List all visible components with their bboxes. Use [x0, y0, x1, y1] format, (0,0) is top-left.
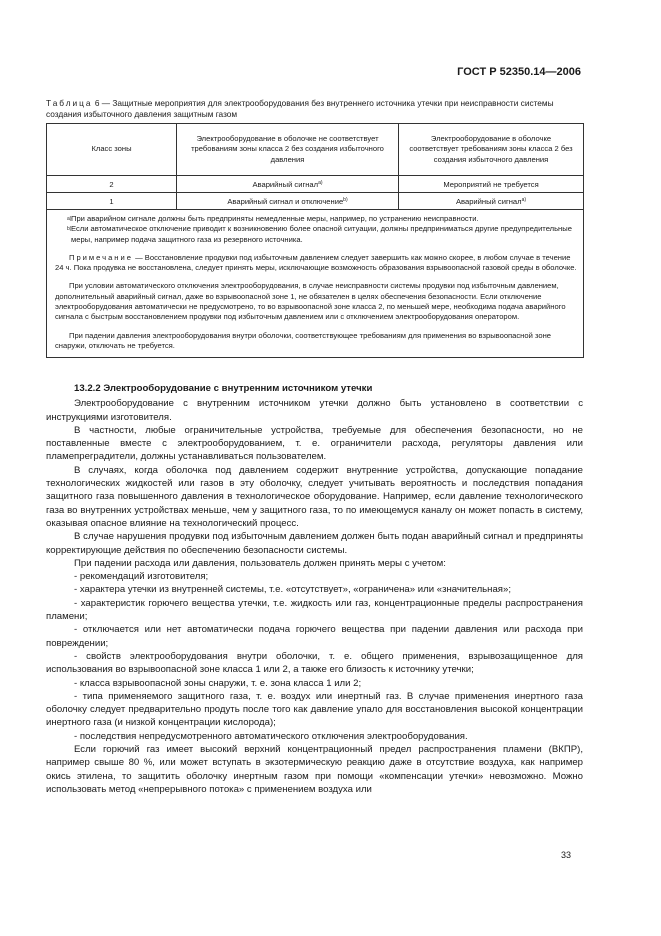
paragraph: Электрооборудование с внутренним источником утечки должно быть установлено в соответствии с инструкциями изготовителя. [46, 398, 583, 423]
table-caption-word: Таблица [46, 98, 93, 108]
paragraph: При падении расхода или давления, пользователь должен принять меры с учетом: [74, 557, 446, 569]
footnote-b: b) Если автоматическое отключение приводит к возникновению более опасной ситуации, должны предприниматься другие предупредительные меры, например подача защитного газа из резервного источника. [67, 224, 572, 244]
paragraph: В частности, любые ограничительные устройства, требуемые для обеспечения безопасности, но не поставленные вместе с электрооборудованием, т. е. ограничители расхода, регуляторы давления или пламепреградители, должны устанавливаться пользователем. [46, 424, 583, 463]
zone-cell: 2 [47, 176, 177, 193]
list-item: - характеристик горючего вещества утечки, т.е. жидкость или газ, концентрационные пределы распространения пламени; [46, 597, 583, 623]
list-item: - отключается или нет автоматически подача горючего вещества при падении давления или расхода при повреждении; [46, 624, 583, 649]
measure-cell: Аварийный сигнал$^{а)}$ [399, 193, 584, 210]
table-note: Примечание — Восстановление продувки под избыточным давлением следует завершить как можно скорее, в любом случае в течение 24 ч. Пока продувка не восстановлена, следует принять меры, исключающие возможность образования взрывоопасной газовой среды в оболочке. [55, 252, 577, 273]
protection-measures-table [46, 123, 584, 358]
header-not-compliant: Электрооборудование в оболочке не соответствует требованиям зоны класса 2 без создания избыточного давления [177, 124, 399, 176]
header-compliant: Электрооборудование в оболочке соответствует требованиям зоны класса 2 без создания избыточного давления [399, 124, 584, 176]
measure-cell: Аварийный сигнал$^{а)}$ [177, 176, 399, 193]
table-caption-text: 6 — Защитные мероприятия для электрооборудования без внутреннего источника утечки при неисправности системы создания избыточного давления защитным газом [46, 98, 554, 119]
measure-cell: Мероприятий не требуется [399, 176, 584, 193]
list-item: - характера утечки из внутренней системы, т.е. «отсутствует», «ограничена» или «значительная»; [74, 584, 511, 596]
table-row [47, 176, 584, 193]
list-item: - рекомендаций изготовителя; [74, 571, 209, 583]
list-item: - класса взрывоопасной зоны снаружи, т. е. зона класса 1 или 2; [74, 677, 362, 689]
table-row [47, 193, 584, 210]
body-text [46, 382, 583, 796]
document-id: ГОСТ Р 52350.14—2006 [457, 66, 581, 78]
table-header-row [47, 124, 584, 176]
measure-cell: Аварийный сигнал и отключение$^{b)}$ [177, 193, 399, 210]
zone-cell: 1 [47, 193, 177, 210]
paragraph: В случае нарушения продувки под избыточным давлением должен быть подан аварийный сигнал и предприняты корректирующие действия по обеспечению безопасности системы. [46, 531, 583, 556]
footnote-a: а) При аварийном сигнале должны быть предприняты немедленные меры, например, по устранению неисправности. [67, 214, 479, 223]
list-item: - типа применяемого защитного газа, т. е. воздух или инертный газ. В случае применения инертного газа оболочку следует предварительно продуть после того как давление упало для восстановления высокой концентрации инертного газа (и низкой концентрации кислорода); [46, 690, 583, 729]
paragraph: В случаях, когда оболочка под давлением содержит внутренние устройства, допускающие попадание технологических жидкостей или газов в эту оболочку, следует учитывать вероятность и последствия попадания защитного газа повышенного давления в технологическое оборудование. Например, если давление технологического газа во внутренних устройствах меньше, чем у защитного газа, то по имеющемуся каналу он может попасть в систему, оказывая опасное влияние на технологический процесс. [46, 464, 583, 529]
list-item: - свойств электрооборудования внутри оболочки, т. е. общего применения, взрывозащищенное для использования во взрывоопасной зоне класса 1 или 2, а также его близость к источнику утечки; [46, 650, 583, 676]
section-heading: 13.2.2 Электрооборудование с внутренним источником утечки [74, 383, 373, 394]
table-caption [46, 98, 586, 119]
list-item: - последствия непредусмотренного автоматического отключения электрооборудования. [74, 730, 468, 742]
page-number: 33 [560, 850, 571, 860]
header-zone-class: Класс зоны [47, 124, 177, 176]
paragraph: Если горючий газ имеет высокий верхний концентрационный предел распространения пламени (ВКПР), например свыше 80 %, или может вступать в экзотермическую реакцию даже в отсутствие воздуха, как например окись этилена, то защитить оболочку инертным газом при помощи «компенсации утечки» невозможно. Можно использовать метод «непрерывного потока» с применением воздуха или [46, 744, 583, 795]
table-notes-paragraph: При условии автоматического отключения электрооборудования, в случае неисправности системы продувки под избыточным давлением, дополнительный аварийный сигнал, даже во взрывоопасной зоне 1, не обязателен в целях обеспечения безопасности. Если отключение электрооборудования автоматически не предусмотрено, то во взрывоопасной зоне класса 2, по меньшей мере, необходима подача аварийного сигнала с быстрым восстановлением продувки под избыточным давлением или с отключением электрооборудования оператором. [55, 281, 566, 322]
table-notes [47, 210, 584, 358]
table-notes-row [47, 210, 584, 358]
table-notes-paragraph: При падении давления электрооборудования внутри оболочки, соответствующее требованиям для применения во взрывоопасной зоне снаружи, отключать не требуется. [55, 330, 551, 350]
